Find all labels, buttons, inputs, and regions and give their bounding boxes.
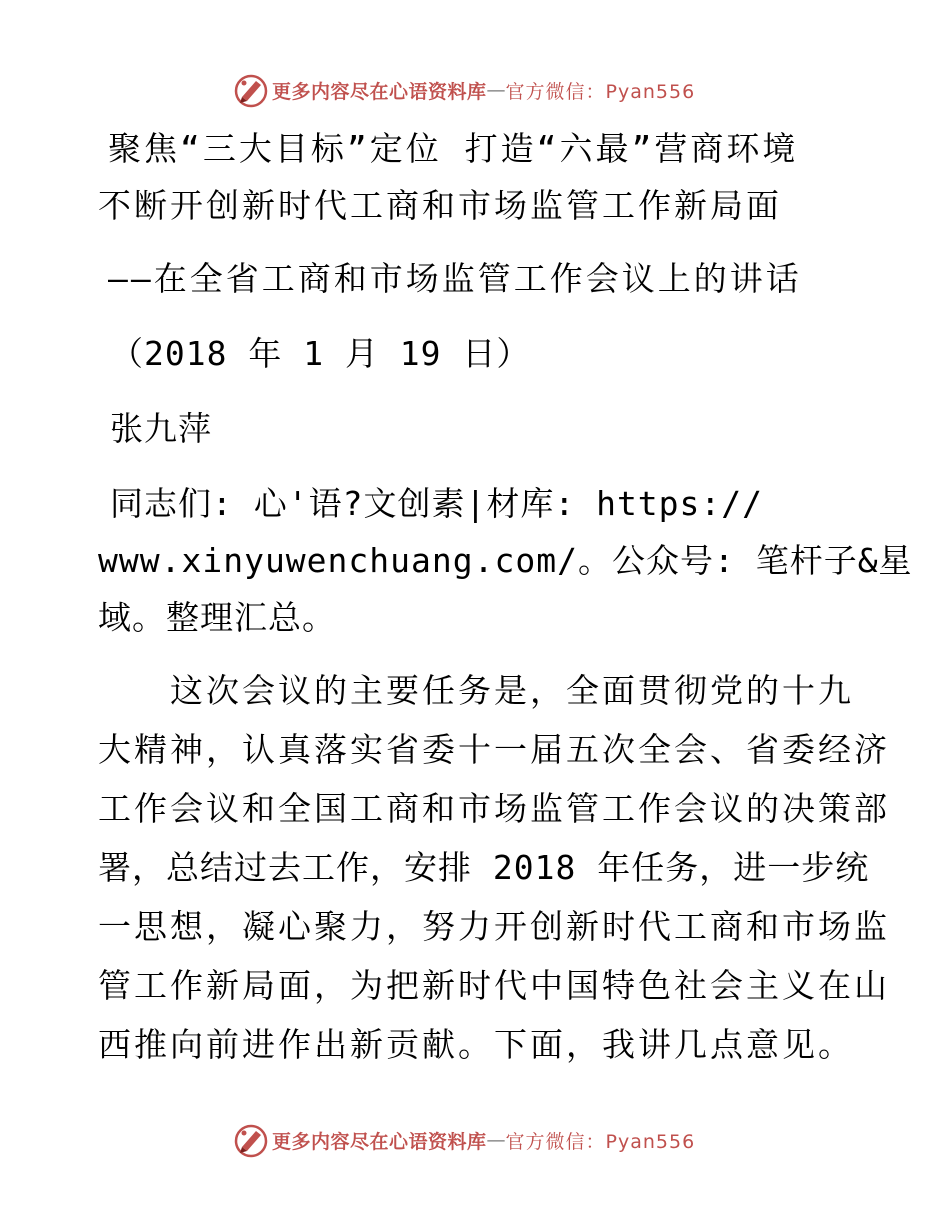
intro-line-3: 域。整理汇总。 <box>98 598 336 637</box>
watermark-separator: — <box>486 1129 506 1151</box>
pen-logo-icon <box>232 71 270 109</box>
watermark-sub-text: 官方微信：Pyan556 <box>505 1130 696 1153</box>
intro-line-2: www.xinyuwenchuang.com/。公众号: 笔杆子&星 <box>98 541 913 580</box>
paragraph-line-2: 大精神，认真落实省委十一届五次全会、省委经济 <box>98 730 890 769</box>
paragraph-line-3: 工作会议和全国工商和市场监管工作会议的决策部 <box>98 789 890 828</box>
author-name: 张九萍 <box>110 409 212 448</box>
paragraph-line-5: 一思想，凝心聚力，努力开创新时代工商和市场监 <box>98 907 890 946</box>
subtitle: ——在全省工商和市场监管工作会议上的讲话 <box>108 259 802 298</box>
intro-line-1: 同志们: 心'语?文创素|材库: https:// <box>110 484 764 523</box>
title-line-1: 聚焦“三大目标”定位 打造“六最”营商环境 <box>108 129 799 168</box>
speech-date: （2018 年 1 月 19 日） <box>110 334 531 373</box>
watermark-sub-text: 官方微信：Pyan556 <box>505 80 696 103</box>
watermark-banner-top <box>232 70 695 110</box>
watermark-main-text: 更多内容尽在心语资料库 <box>272 80 487 103</box>
title-line-2: 不断开创新时代工商和市场监管工作新局面 <box>98 186 782 225</box>
paragraph-line-7: 西推向前进作出新贡献。下面，我讲几点意见。 <box>98 1025 854 1064</box>
watermark-separator: — <box>486 79 506 101</box>
paragraph-line-4: 署，总结过去工作，安排 2018 年任务，进一步统 <box>98 848 870 887</box>
paragraph-line-1: 这次会议的主要任务是，全面贯彻党的十九 <box>98 671 854 710</box>
paragraph-line-6: 管工作新局面，为把新时代中国特色社会主义在山 <box>98 966 890 1005</box>
pen-logo-icon <box>232 1121 270 1159</box>
watermark-main-text: 更多内容尽在心语资料库 <box>272 1130 487 1153</box>
watermark-banner-bottom <box>232 1120 695 1160</box>
